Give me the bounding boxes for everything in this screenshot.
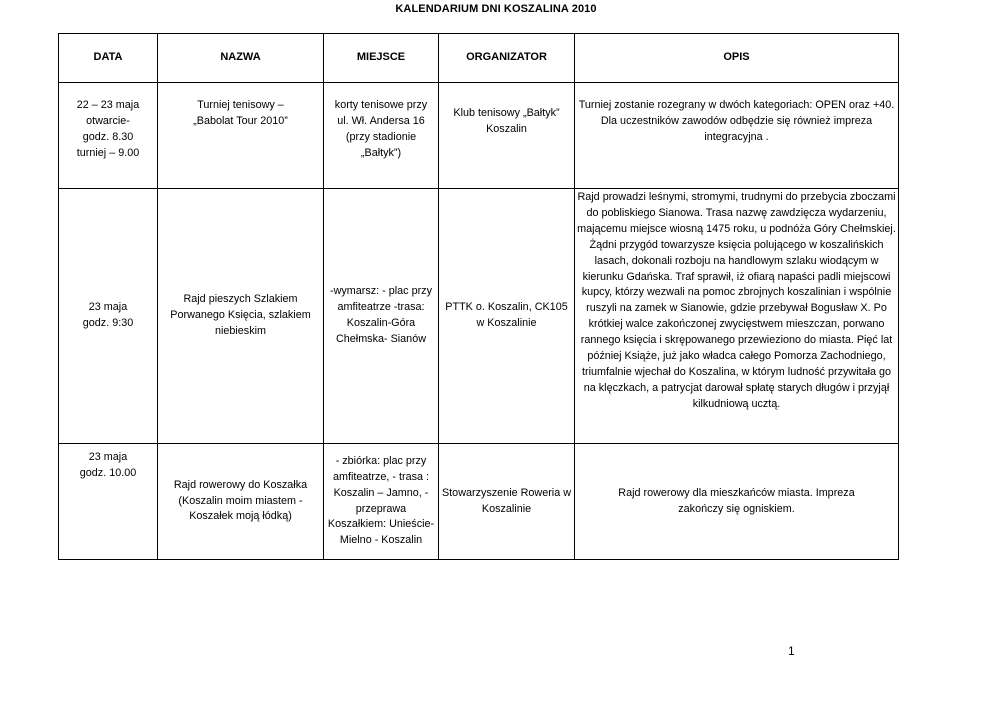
- table-row: [59, 189, 899, 444]
- cell-miejsce-text: -wymarsz: - plac przy amfiteatrze -trasa: Koszalin-Góra Chełmska- Sianów: [330, 285, 432, 345]
- header-data: DATA: [59, 34, 158, 83]
- cell-opis-text: Rajd rowerowy dla mieszkańców miasta. Impreza zakończy się ogniskiem.: [618, 486, 855, 515]
- table-row: [59, 83, 899, 189]
- header-miejsce: MIEJSCE: [324, 34, 439, 83]
- cell-organizator-text: Klub tenisowy „Bałtyk” Koszalin: [453, 107, 560, 135]
- cell-miejsce: [324, 83, 439, 189]
- cell-opis: [575, 189, 899, 444]
- cell-data: [59, 444, 158, 560]
- cell-nazwa: [158, 83, 324, 189]
- cell-opis-text: Rajd prowadzi leśnymi, stromymi, trudnymi do przebycia zboczami do pobliskiego Sianowa. Trasa nazwę zawdzięcza wydarzeniu, mającemu miejsce wiosną 1475 roku, u podnóża Góry Chełmskiej. Żądni przygód towarzysze księcia polującego w koszalińskich lasach, dokonali rozboju na handlowym szlaku wiodącym w kierunku Gdańska. Traf sprawił, iż ofiarą napaści padli miejscowi kupcy, którzy wezwali na pomoc zbrojnych koszalinian i wspólnie ruszyli na zamek w Sianowie, gdzie przebywał Bogusław X. Po krótkiej walce zakończonej zwycięstwem mieszczan, porwano rannego księcia i skrępowanego przewieziono do miasta. Pięć lat później Książe, już jako władca całego Pomorza Zachodniego, triumfalnie wjechał do Koszalina, w którym ludność przywitała go na klęczkach, a patrycjat darował spłatę starych długów i przyjął kilkudniową ucztą.: [577, 191, 896, 410]
- cell-miejsce: [324, 189, 439, 444]
- cell-data-text: 23 maja godz. 9:30: [82, 301, 134, 329]
- cell-nazwa-text: Turniej tenisowy – „Babolat Tour 2010”: [193, 99, 288, 127]
- cell-miejsce-text: - zbiórka: plac przy amfiteatrze, - trasa : Koszalin – Jamno, - przeprawa Koszałkiem: Unieście- Mielno - Koszalin: [327, 454, 435, 547]
- page-title: KALENDARIUM DNI KOSZALINA 2010: [395, 3, 597, 15]
- header-opis: OPIS: [575, 34, 899, 83]
- cell-organizator-text: Stowarzyszenie Roweria w Koszalinie: [441, 486, 571, 515]
- cell-opis-text: Turniej zostanie rozegrany w dwóch kategoriach: OPEN oraz +40. Dla uczestników zawodów odbędzie się również impreza integracyjna .: [578, 99, 895, 143]
- cell-organizator-text: PTTK o. Koszalin, CK105 w Koszalinie: [445, 301, 568, 329]
- cell-nazwa-text: Rajd pieszych Szlakiem Porwanego Księcia, szlakiem niebieskim: [170, 293, 311, 337]
- cell-nazwa-text: Rajd rowerowy do Koszałka (Koszalin moim miastem - Koszałek moją łódką): [173, 478, 308, 523]
- cell-opis: [575, 444, 899, 560]
- cell-data-text: 23 maja godz. 10.00: [79, 451, 137, 479]
- cell-data-text: 22 – 23 maja otwarcie- godz. 8.30 turniej – 9.00: [76, 99, 140, 159]
- cell-organizator: [439, 444, 575, 560]
- header-row: [59, 34, 899, 83]
- cell-data: [59, 83, 158, 189]
- cell-nazwa: [158, 189, 324, 444]
- cell-organizator: [439, 189, 575, 444]
- cell-nazwa: [158, 444, 324, 560]
- cell-organizator: [439, 83, 575, 189]
- cell-miejsce: [324, 444, 439, 560]
- header-nazwa: NAZWA: [158, 34, 324, 83]
- table-row: [59, 444, 899, 560]
- cell-miejsce-text: korty tenisowe przy ul. Wł. Andersa 16 (przy stadionie „Bałtyk”): [334, 99, 428, 159]
- cell-data: [59, 189, 158, 444]
- page-number: 1: [788, 644, 795, 658]
- cell-opis: [575, 83, 899, 189]
- header-organizator: ORGANIZATOR: [439, 34, 575, 83]
- events-table: [58, 33, 899, 560]
